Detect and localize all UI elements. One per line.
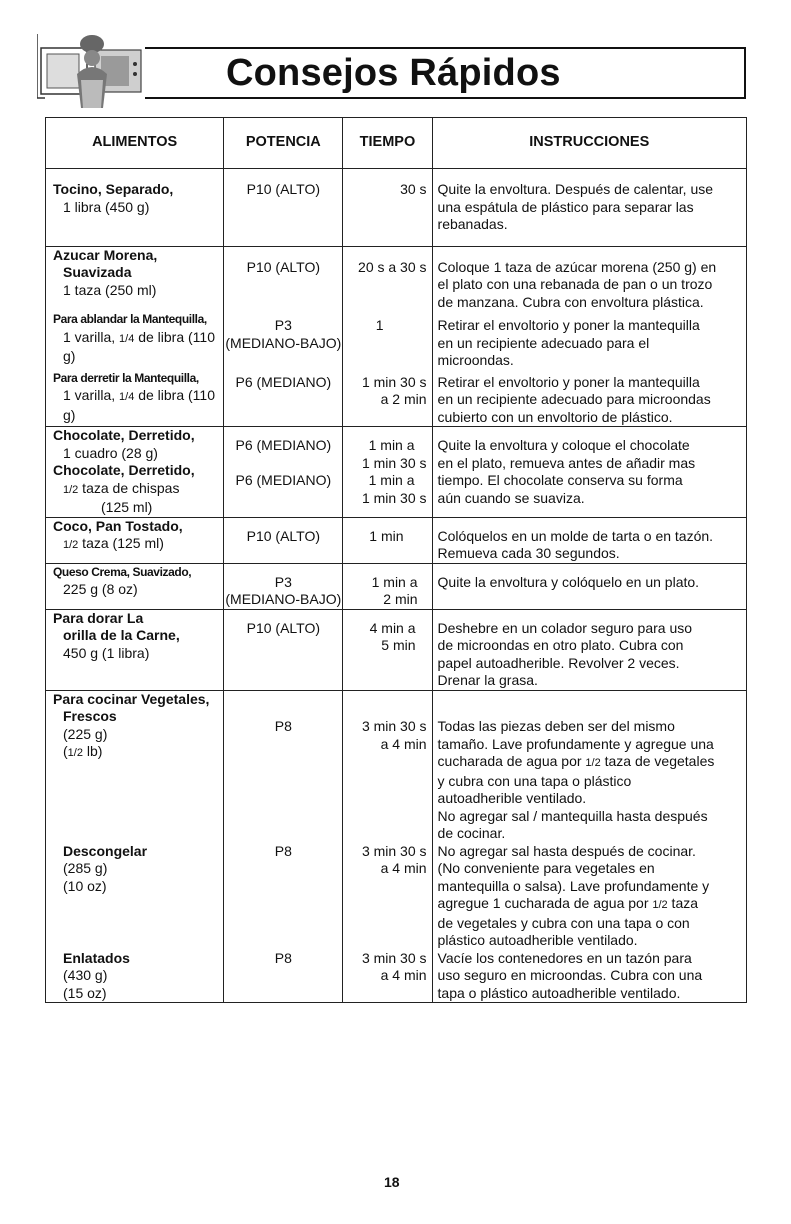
power-cell: P8 xyxy=(224,950,343,1003)
instructions-cell: Todas las piezas deben ser del mismo tamaño. Lave profundamente y agregue una cucharada de agua por 1/2 taza de vegetales y cubra con una tapa o plástico autoadherible ventilado. No agregar sal / mantequilla hasta después de cocinar. xyxy=(432,690,746,843)
power-cell: P10 (ALTO) xyxy=(224,609,343,690)
food-cell: Para cocinar Vegetales, Frescos (225 g) (1/2 lb) xyxy=(46,690,224,843)
table-row xyxy=(46,950,747,1003)
title-border-right xyxy=(744,47,746,99)
instructions-cell: Colóquelos en un molde de tarta o en tazón. Remueva cada 30 segundos. xyxy=(432,517,746,563)
power-cell: P6 (MEDIANO) P6 (MEDIANO) xyxy=(224,427,343,518)
food-cell: Tocino, Separado, 1 libra (450 g) xyxy=(46,169,224,247)
food-cell: Enlatados (430 g) (15 oz) xyxy=(46,950,224,1003)
table-row xyxy=(46,427,747,518)
table-row xyxy=(46,690,747,843)
food-cell: Coco, Pan Tostado, 1/2 taza (125 ml) xyxy=(46,517,224,563)
instructions-cell: Deshebre en un colador seguro para uso de microondas en otro plato. Cubra con papel autoadherible. Revolver 2 veces. Drenar la grasa. xyxy=(432,609,746,690)
time-cell: 4 min a 5 min xyxy=(343,609,432,690)
instructions-cell: Coloque 1 taza de azúcar morena (250 g) en el plato con una rebanada de pan o un trozo de manzana. Cubra con envoltura plástica. xyxy=(432,246,746,311)
title-border-top xyxy=(145,47,746,49)
power-cell: P3 (MEDIANO-BAJO) xyxy=(224,311,343,370)
instructions-cell: Quite la envoltura. Después de calentar, use una espátula de plástico para separar las rebanadas. xyxy=(432,169,746,247)
power-cell: P8 xyxy=(224,843,343,950)
instructions-cell: Retirar el envoltorio y poner la mantequilla en un recipiente adecuado para microondas cubierto con un envoltorio de plástico. xyxy=(432,370,746,427)
time-cell: 1 min a 1 min 30 s 1 min a 1 min 30 s xyxy=(343,427,432,518)
time-cell: 30 s xyxy=(343,169,432,247)
food-cell: Azucar Morena, Suavizada 1 taza (250 ml) xyxy=(46,246,224,311)
food-cell: Queso Crema, Suavizado, 225 g (8 oz) xyxy=(46,563,224,609)
power-cell: P6 (MEDIANO) xyxy=(224,370,343,427)
column-header: ALIMENTOS xyxy=(46,118,224,169)
time-cell: 20 s a 30 s xyxy=(343,246,432,311)
food-cell: Descongelar (285 g) (10 oz) xyxy=(46,843,224,950)
column-header: TIEMPO xyxy=(343,118,432,169)
power-cell: P10 (ALTO) xyxy=(224,169,343,247)
power-cell: P10 (ALTO) xyxy=(224,517,343,563)
table-row xyxy=(46,246,747,311)
chef-microwave-icon xyxy=(37,30,147,110)
power-cell: P10 (ALTO) xyxy=(224,246,343,311)
page-title: Consejos Rápidos xyxy=(226,52,561,94)
instructions-cell: Quite la envoltura y coloque el chocolate en el plato, remueva antes de añadir mas tiempo. El chocolate conserva su forma aún cuando se suaviza. xyxy=(432,427,746,518)
table-header-row xyxy=(46,118,747,169)
table-row xyxy=(46,370,747,427)
time-cell: 1 min a 2 min xyxy=(343,563,432,609)
food-cell: Para dorar La orilla de la Carne, 450 g (1 libra) xyxy=(46,609,224,690)
page-number: 18 xyxy=(384,1174,400,1190)
table-row xyxy=(46,169,747,247)
instructions-cell: Vacíe los contenedores en un tazón para uso seguro en microondas. Cubra con una tapa o plástico autoadherible ventilado. xyxy=(432,950,746,1003)
quick-tips-table xyxy=(45,117,747,1003)
column-header: INSTRUCCIONES xyxy=(432,118,746,169)
food-cell: Para derretir la Mantequilla, 1 varilla, 1/4 de libra (110 g) xyxy=(46,370,224,427)
table-row xyxy=(46,517,747,563)
table-row xyxy=(46,311,747,370)
instructions-cell: Quite la envoltura y colóquelo en un plato. xyxy=(432,563,746,609)
food-cell: Chocolate, Derretido, 1 cuadro (28 g) Chocolate, Derretido, 1/2 taza de chispas (125 ml) xyxy=(46,427,224,518)
time-cell: 3 min 30 s a 4 min xyxy=(343,843,432,950)
table-row xyxy=(46,609,747,690)
table-row xyxy=(46,843,747,950)
table-row xyxy=(46,563,747,609)
column-header: POTENCIA xyxy=(224,118,343,169)
instructions-cell: Retirar el envoltorio y poner la mantequilla en un recipiente adecuado para el microondas. xyxy=(432,311,746,370)
power-cell: P8 xyxy=(224,690,343,843)
time-cell: 3 min 30 s a 4 min xyxy=(343,690,432,843)
instructions-cell: No agregar sal hasta después de cocinar. (No conveniente para vegetales en mantequilla o salsa). Lave profundamente y agregue 1 cucharada de agua por 1/2 taza de vegetales y cubra con una tapa o con plástico autoadherible ventilado. xyxy=(432,843,746,950)
time-cell: 1 min 30 s a 2 min xyxy=(343,370,432,427)
time-cell: 3 min 30 s a 4 min xyxy=(343,950,432,1003)
power-cell: P3 (MEDIANO-BAJO) xyxy=(224,563,343,609)
time-cell: 1 xyxy=(343,311,432,370)
time-cell: 1 min xyxy=(343,517,432,563)
food-cell: Para ablandar la Mantequilla, 1 varilla, 1/4 de libra (110 g) xyxy=(46,311,224,370)
title-border-bottom xyxy=(145,97,746,99)
